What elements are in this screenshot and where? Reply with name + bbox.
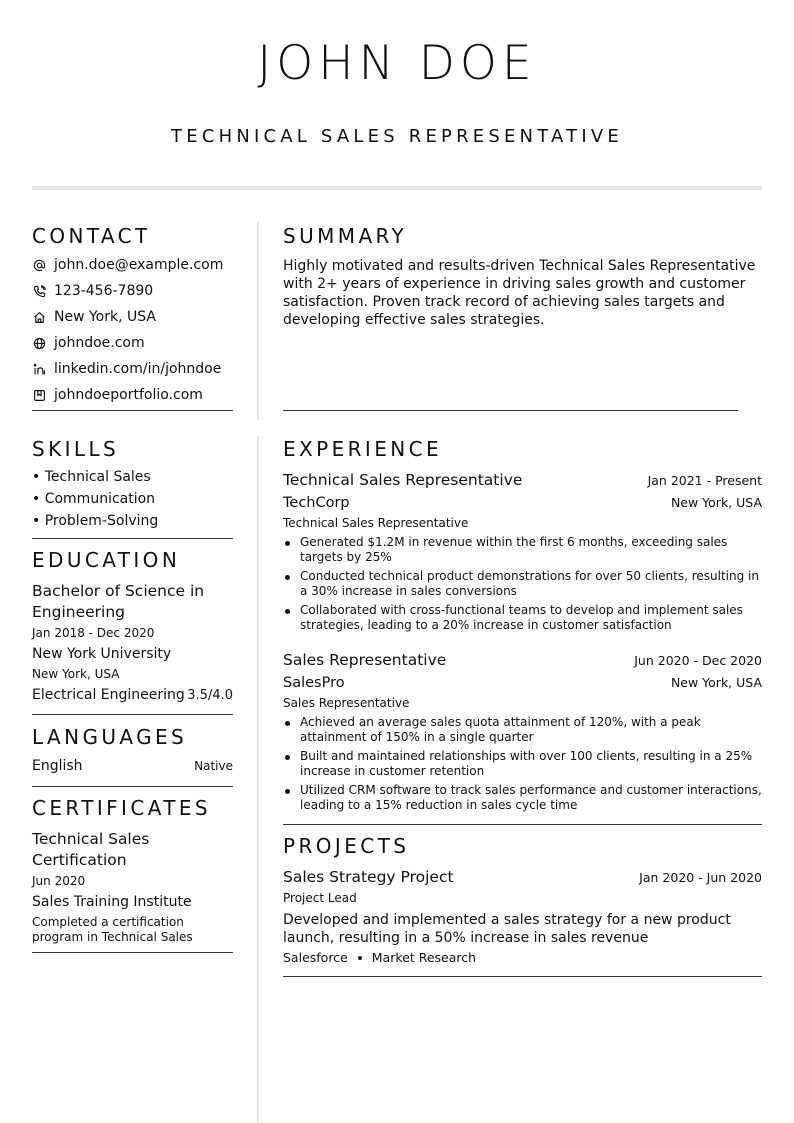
right-column <box>283 0 762 1123</box>
contact-portfolio[interactable] <box>32 385 203 405</box>
job-bullet: Built and maintained relationships with over 100 clients, resulting in a 25% increase in customer retention <box>283 749 762 779</box>
language-level: Native <box>194 759 233 773</box>
contact-email-text: john.doe@example.com <box>54 257 224 273</box>
project-tag: Market Research <box>371 950 477 965</box>
certificate-description: Completed a certification program in Technical Sales <box>32 915 193 944</box>
skill-item: • Communication <box>32 491 156 507</box>
contact-portfolio-text: johndoeportfolio.com <box>54 387 203 403</box>
project-name: Sales Strategy Project <box>283 868 454 886</box>
job-location: New York, USA <box>670 495 762 510</box>
summary-divider <box>283 410 738 411</box>
job-bullet: Conducted technical product demonstrations for over 50 clients, resulting in a 30% increase in sales conversions <box>283 569 762 599</box>
job-role: Technical Sales Representative <box>283 516 469 530</box>
certificate-date: Jun 2020 <box>32 874 86 888</box>
education-gpa: 3.5/4.0 <box>187 688 233 703</box>
phone-icon <box>32 284 46 298</box>
contact-linkedin-text: linkedin.com/in/johndoe <box>54 361 222 377</box>
job-company-row <box>283 495 762 511</box>
projects-heading: PROJECTS <box>283 834 410 858</box>
job-company: SalesPro <box>283 675 345 691</box>
job-title-row <box>283 651 762 669</box>
contact-heading: CONTACT <box>32 224 151 248</box>
left-column <box>32 0 233 1123</box>
certificates-heading: CERTIFICATES <box>32 796 212 820</box>
certificates-divider <box>32 952 233 953</box>
tag-separator <box>358 956 362 960</box>
contact-phone[interactable] <box>32 281 153 301</box>
contact-phone-text: 123-456-7890 <box>54 283 154 299</box>
job-dates: Jan 2021 - Present <box>647 473 762 488</box>
education-school: New York University <box>32 646 172 662</box>
education-field-row <box>32 687 233 703</box>
home-icon <box>32 310 46 324</box>
summary-text: Highly motivated and results-driven Technical Sales Representative with 2+ years of experience in driving sales growth and customer satisfaction. Proven track record of achieving sales targets and developing effective sales strategies. <box>283 258 756 328</box>
summary-heading: SUMMARY <box>283 224 408 248</box>
certificate-issuer: Sales Training Institute <box>32 894 192 910</box>
experience-divider <box>283 824 762 825</box>
column-divider-top <box>257 222 259 420</box>
contact-linkedin[interactable] <box>32 359 221 379</box>
job-company: TechCorp <box>283 495 350 511</box>
education-heading: EDUCATION <box>32 548 181 572</box>
resume-name: JOHN DOE <box>257 36 537 91</box>
contact-website-text: johndoe.com <box>54 335 145 351</box>
project-role: Project Lead <box>283 891 357 905</box>
job-role: Sales Representative <box>283 696 410 710</box>
certificate-name: Technical Sales Certification <box>32 830 150 869</box>
job-bullets <box>283 715 762 817</box>
education-dates: Jan 2018 - Dec 2020 <box>32 626 155 640</box>
contact-email[interactable] <box>32 255 223 275</box>
column-divider-bottom <box>257 436 259 1123</box>
skills-divider <box>32 538 233 539</box>
linkedin-icon <box>32 362 46 376</box>
project-title-row <box>283 868 762 886</box>
job-bullet: Collaborated with cross-functional teams to develop and implement sales strategies, leading to a 20% increase in customer satisfaction <box>283 603 762 633</box>
resume-title: TECHNICAL SALES REPRESENTATIVE <box>171 126 623 147</box>
project-description: Developed and implemented a sales strategy for a new product launch, resulting in a 50% increase in sales revenue <box>283 912 731 946</box>
contact-website[interactable] <box>32 333 145 353</box>
contact-divider <box>32 410 233 411</box>
project-tags <box>283 950 476 965</box>
projects-divider <box>283 976 762 977</box>
language-row <box>32 758 233 774</box>
education-location: New York, USA <box>32 667 120 681</box>
globe-icon <box>32 336 46 350</box>
portfolio-icon <box>32 388 46 402</box>
job-bullet: Utilized CRM software to track sales performance and customer interactions, leading to a 15% reduction in sales cycle time <box>283 783 762 813</box>
skill-item: • Technical Sales <box>32 469 151 485</box>
skill-item: • Problem-Solving <box>32 513 159 529</box>
job-dates: Jun 2020 - Dec 2020 <box>634 653 762 668</box>
experience-heading: EXPERIENCE <box>283 437 443 461</box>
job-bullets <box>283 535 762 637</box>
job-title: Technical Sales Representative <box>283 471 523 489</box>
languages-divider <box>32 786 233 787</box>
languages-heading: LANGUAGES <box>32 725 188 749</box>
job-bullet: Achieved an average sales quota attainment of 120%, with a peak attainment of 150% in a single quarter <box>283 715 762 745</box>
job-title: Sales Representative <box>283 651 447 669</box>
education-field: Electrical Engineering <box>32 687 185 703</box>
project-dates: Jan 2020 - Jun 2020 <box>639 870 762 885</box>
contact-location-text: New York, USA <box>54 309 156 325</box>
at-icon <box>32 258 46 272</box>
language-name: English <box>32 758 83 774</box>
job-company-row <box>283 675 762 691</box>
project-tag: Salesforce <box>283 950 348 965</box>
job-bullet: Generated $1.2M in revenue within the first 6 months, exceeding sales targets by 25% <box>283 535 762 565</box>
education-divider <box>32 714 233 715</box>
job-title-row <box>283 471 762 489</box>
contact-location <box>32 307 156 327</box>
education-degree: Bachelor of Science in Engineering <box>32 582 205 621</box>
skills-heading: SKILLS <box>32 437 120 461</box>
job-location: New York, USA <box>670 675 762 690</box>
